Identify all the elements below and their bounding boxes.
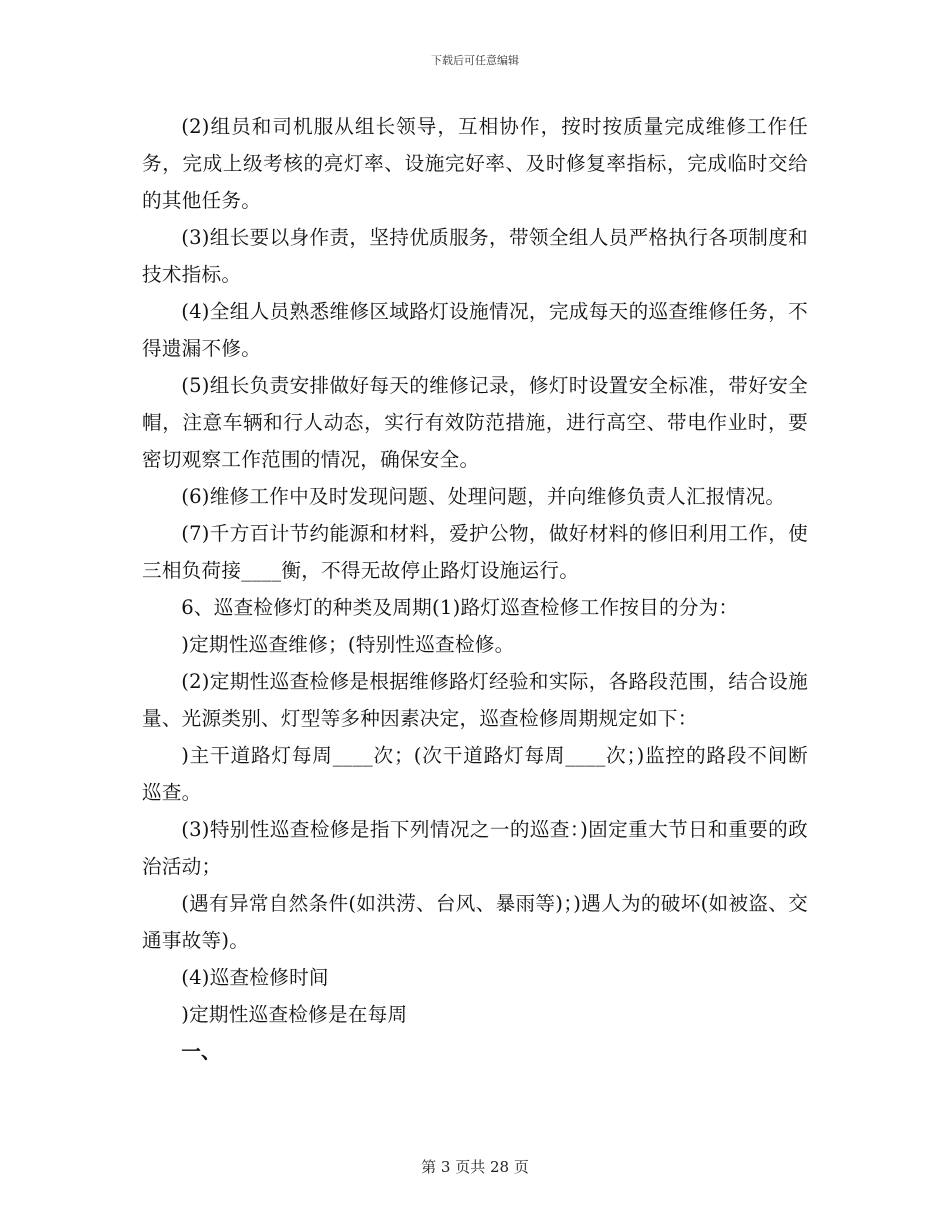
page-header: 下载后可任意编辑 <box>431 54 519 67</box>
paragraph-item-7: (7)千方百计节约能源和材料，爱护公物，做好材料的修旧利用工作，使三相负荷接____衡，不得无故停止路灯设施运行。 <box>142 522 808 582</box>
section-6-heading: 6、巡查检修灯的种类及周期(1)路灯巡查检修工作按目的分为： <box>181 596 739 619</box>
paragraph-item-4: (4)全组人员熟悉维修区域路灯设施情况，完成每天的巡查维修任务，不得遗漏不修。 <box>142 300 808 360</box>
document-body <box>142 108 808 1070</box>
section-one-heading: 一、 <box>181 1040 221 1063</box>
special-inspection-cases: (遇有异常自然条件(如洪涝、台风、暴雨等)；)遇人为的破坏(如被盗、交通事故等)。 <box>142 892 808 952</box>
page-footer: 第 3 页共 28 页 <box>421 1158 529 1176</box>
periodic-inspection-time: )定期性巡查检修是在每周 <box>181 1003 408 1026</box>
inspection-types: )定期性巡查维修；(特别性巡查检修。 <box>181 633 515 656</box>
inspection-time-heading: (4)巡查检修时间 <box>181 966 329 989</box>
periodic-inspection-rule: (2)定期性巡查检修是根据维修路灯经验和实际，各路段范围，结合设施量、光源类别、灯型等多种因素决定，巡查检修周期规定如下： <box>142 670 808 730</box>
paragraph-item-6: (6)维修工作中及时发现问题、处理问题，并向维修负责人汇报情况。 <box>181 485 786 508</box>
paragraph-item-5: (5)组长负责安排做好每天的维修记录，修灯时设置安全标准，带好安全帽，注意车辆和行人动态，实行有效防范措施，进行高空、带电作业时，要密切观察工作范围的情况，确保安全。 <box>142 374 808 471</box>
special-inspection-rule: (3)特别性巡查检修是指下列情况之一的巡查：)固定重大节日和重要的政治活动； <box>142 818 808 878</box>
paragraph-item-3: (3)组长要以身作责，坚持优质服务，带领全组人员严格执行各项制度和技术指标。 <box>142 226 808 286</box>
paragraph-item-2: (2)组员和司机服从组长领导，互相协作，按时按质量完成维修工作任务，完成上级考核的亮灯率、设施完好率、及时修复率指标，完成临时交给的其他任务。 <box>142 115 808 212</box>
inspection-frequency: )主干道路灯每周____次；(次干道路灯每周____次；)监控的路段不间断巡查。 <box>142 744 808 804</box>
